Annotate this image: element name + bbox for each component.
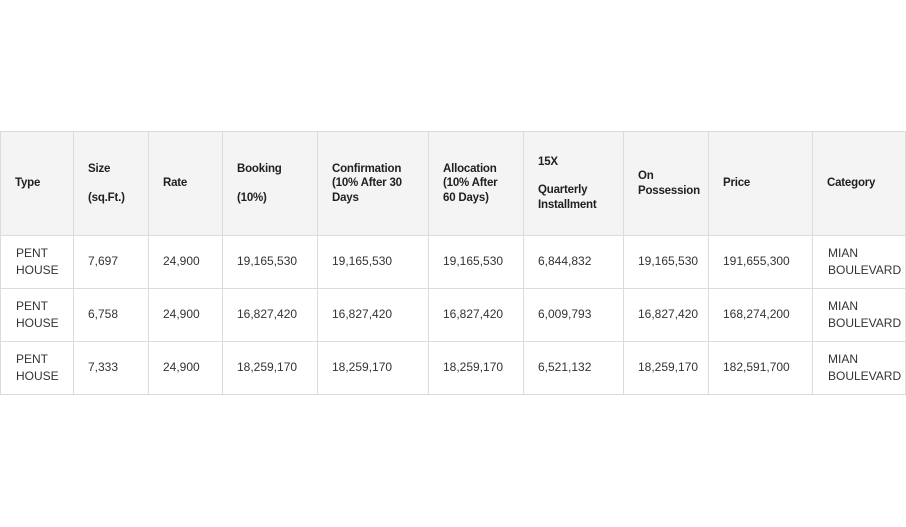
cell-booking: 19,165,530	[223, 236, 318, 289]
header-quarterly-installment: 15X Quarterly Installment	[524, 132, 624, 236]
cell-allocation: 16,827,420	[429, 289, 524, 342]
cell-type: PENT HOUSE	[1, 289, 74, 342]
header-on-possession: On Possession	[624, 132, 709, 236]
cell-price: 168,274,200	[709, 289, 813, 342]
header-rate: Rate	[149, 132, 223, 236]
cell-confirmation: 18,259,170	[318, 342, 429, 395]
header-size: Size (sq.Ft.)	[74, 132, 149, 236]
header-category: Category	[813, 132, 906, 236]
header-price: Price	[709, 132, 813, 236]
cell-rate: 24,900	[149, 236, 223, 289]
cell-possession: 19,165,530	[624, 236, 709, 289]
header-booking: Booking (10%)	[223, 132, 318, 236]
header-type: Type	[1, 132, 74, 236]
header-allocation: Allocation (10% After 60 Days)	[429, 132, 524, 236]
cell-size: 7,697	[74, 236, 149, 289]
payment-plan-table	[0, 131, 906, 395]
table-header-row	[1, 132, 906, 236]
table-row	[1, 236, 906, 289]
cell-allocation: 18,259,170	[429, 342, 524, 395]
cell-size: 7,333	[74, 342, 149, 395]
cell-price: 182,591,700	[709, 342, 813, 395]
cell-type: PENT HOUSE	[1, 342, 74, 395]
cell-category: MIAN BOULEVARD	[813, 342, 906, 395]
cell-quarterly: 6,521,132	[524, 342, 624, 395]
cell-confirmation: 19,165,530	[318, 236, 429, 289]
payment-plan-table-container	[0, 131, 902, 395]
cell-rate: 24,900	[149, 342, 223, 395]
cell-possession: 16,827,420	[624, 289, 709, 342]
cell-booking: 18,259,170	[223, 342, 318, 395]
cell-category: MIAN BOULEVARD	[813, 236, 906, 289]
cell-allocation: 19,165,530	[429, 236, 524, 289]
cell-possession: 18,259,170	[624, 342, 709, 395]
cell-type: PENT HOUSE	[1, 236, 74, 289]
cell-price: 191,655,300	[709, 236, 813, 289]
header-confirmation: Confirmation (10% After 30 Days	[318, 132, 429, 236]
cell-size: 6,758	[74, 289, 149, 342]
cell-confirmation: 16,827,420	[318, 289, 429, 342]
table-row	[1, 342, 906, 395]
table-row	[1, 289, 906, 342]
cell-rate: 24,900	[149, 289, 223, 342]
cell-category: MIAN BOULEVARD	[813, 289, 906, 342]
cell-quarterly: 6,009,793	[524, 289, 624, 342]
cell-booking: 16,827,420	[223, 289, 318, 342]
cell-quarterly: 6,844,832	[524, 236, 624, 289]
